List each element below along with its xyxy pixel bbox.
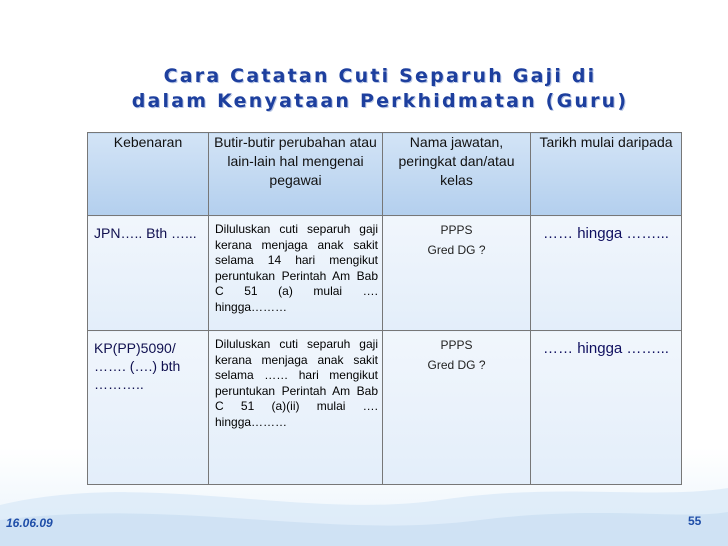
jawatan-text: PPPS: [440, 223, 473, 237]
header-jawatan: Nama jawatan, peringkat dan/atau kelas: [383, 133, 531, 216]
title-line-1: Cara Catatan Cuti Separuh Gaji di: [163, 65, 597, 87]
kebenaran-text: JPN….. Bth …...: [94, 225, 197, 241]
jawatan-text: PPPS: [440, 338, 473, 352]
table-row: [88, 331, 682, 485]
service-record-table: [87, 132, 682, 485]
tarikh-text: …… hingga ……...: [543, 340, 669, 357]
butir-text: Diluluskan cuti separuh gaji kerana menjaga anak sakit selama …… hari mengikut peruntukan Perintah Am Bab C 51 (a)(ii) mulai …. hingga………: [215, 337, 378, 429]
cell-kebenaran: [88, 216, 209, 331]
butir-text: Diluluskan cuti separuh gaji kerana menjaga anak sakit selama 14 hari mengikut peruntukan Perintah Am Bab C 51 (a) mulai …. hingga………: [215, 222, 378, 314]
header-tarikh: Tarikh mulai daripada: [531, 133, 682, 216]
cell-jawatan: [383, 331, 531, 485]
gred-text: Gred DG ?: [427, 243, 486, 257]
slide-title: [80, 64, 680, 114]
kebenaran-text: KP(PP)5090/ ……. (….) bth ………..: [94, 340, 181, 392]
cell-butir: [209, 216, 383, 331]
cell-tarikh: [531, 331, 682, 485]
header-row: [88, 133, 682, 216]
header-butir: Butir-butir perubahan atau lain-lain hal mengenai pegawai: [209, 133, 383, 216]
header-kebenaran: Kebenaran: [88, 133, 209, 216]
footer-date: 16.06.09: [6, 516, 53, 530]
title-line-2: dalam Kenyataan Perkhidmatan (Guru): [131, 90, 629, 112]
tarikh-text: …… hingga ……...: [543, 225, 669, 242]
table-row: [88, 216, 682, 331]
cell-jawatan: [383, 216, 531, 331]
cell-butir: [209, 331, 383, 485]
page-number: 55: [688, 514, 702, 528]
cell-tarikh: [531, 216, 682, 331]
cell-kebenaran: [88, 331, 209, 485]
gred-text: Gred DG ?: [427, 358, 486, 372]
